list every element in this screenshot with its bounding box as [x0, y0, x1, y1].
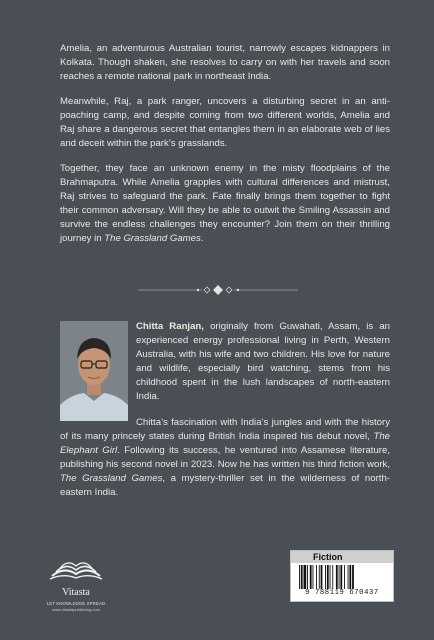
- blurb-paragraph-3-text: Together, they face an unknown enemy in the misty floodplains of the Brahmaputra. While Amelia grapples with cultural differences and mistrust, Raj strives to safeguard the park. Fate finally brings them together to fight their common adversary. Will they be able to outwit the Smiling Assassin and survive the endless challenges they encounter? Join them on their thrilling journey in: [60, 163, 390, 244]
- barcode-bar: [304, 565, 307, 589]
- barcode-bar: [330, 565, 331, 589]
- barcode-bar: [336, 565, 338, 589]
- author-bio-paragraph-2: [60, 416, 390, 500]
- author-photo: [60, 321, 128, 421]
- barcode-bar: [313, 565, 314, 589]
- publisher-logo: [34, 556, 118, 614]
- barcode-bar: [340, 565, 342, 589]
- barcode-bar: [348, 565, 349, 589]
- publisher-name: Vitasta: [62, 587, 90, 598]
- barcode-bar: [325, 565, 326, 589]
- barcode-bar: [339, 565, 340, 589]
- author-portrait-icon: [60, 321, 128, 421]
- back-cover-blurb: [60, 42, 390, 257]
- book-title-grassland-games: The Grassland Games: [60, 473, 163, 484]
- barcode-bar: [321, 565, 323, 589]
- barcode-bar: [352, 565, 354, 589]
- barcode-bar: [319, 565, 320, 589]
- blurb-paragraph-2: Meanwhile, Raj, a park ranger, uncovers a disturbing secret in an anti-poaching camp, and despite coming from two different worlds, Amelia and Raj share a dangerous secret that entangles them in an elaborate web of lies and deceit within the park’s grasslands.: [60, 96, 390, 149]
- open-book-logo-icon: [48, 556, 104, 582]
- ornament-divider-icon: [138, 284, 298, 296]
- barcode-box: [290, 550, 394, 602]
- blurb-paragraph-3-end: .: [200, 233, 204, 244]
- barcode-bar: [316, 565, 317, 589]
- book-title-italic: The Grassland Games: [104, 233, 201, 244]
- author-name: Chitta Ranjan,: [136, 321, 204, 332]
- publisher-tagline: LET KNOWLEDGE SPREAD: [46, 601, 106, 606]
- blurb-paragraph-1: Amelia, an adventurous Australian tourist, narrowly escapes kidnappers in Kolkata. Though shaken, she resolves to carry on with her travels and soon reaches a remote national park in northeast India.: [60, 43, 390, 82]
- barcode-bar: [307, 565, 308, 589]
- barcode-bar: [349, 565, 351, 589]
- book-title-elephant-girl: The Elephant Girl: [60, 431, 390, 456]
- author-bio-1-text: originally from Guwahati, Assam, is an experienced energy professional living in Perth, Western Australia, with his wife and two children. His love for nature and wildlife, especially bird watching, stems from his childhood spent in the lush landscapes of north-eastern India.: [136, 321, 390, 402]
- author-section: [60, 320, 390, 512]
- isbn-barcode-icon: [297, 565, 387, 589]
- blurb-paragraph-3: [60, 162, 390, 246]
- publisher-url: www.vitastapublishing.com: [52, 607, 100, 612]
- barcode-bar: [299, 565, 300, 589]
- barcode-bar: [344, 565, 345, 589]
- isbn-number: 9 788119 670437: [305, 589, 379, 597]
- author-bio-2-part-c: , a mystery-thriller set in the wilderness of north-eastern India.: [60, 473, 390, 498]
- barcode-bar: [301, 565, 303, 589]
- barcode-bar: [327, 565, 329, 589]
- author-bio-2-part-a: Chitta’s fascination with India’s jungles and with the history of its many princely states during British India inspired his debut novel,: [60, 417, 390, 442]
- barcode-bar: [332, 565, 333, 589]
- genre-label: Fiction: [291, 551, 393, 563]
- author-bio-2-part-b: . Following its success, he ventured into Assamese literature, publishing his second novel in 2023. Now he has written his third fiction work,: [60, 445, 390, 470]
- barcode-bar: [310, 565, 312, 589]
